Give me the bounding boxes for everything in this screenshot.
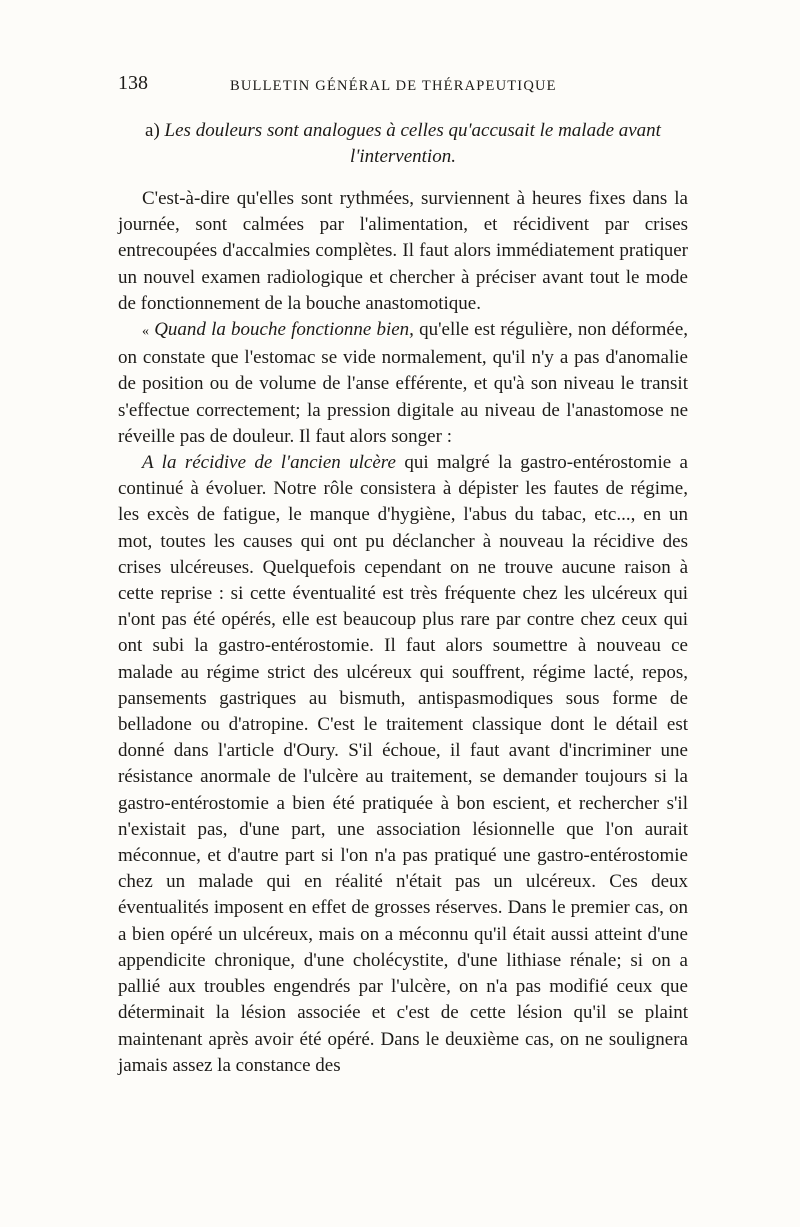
paragraph [118,450,688,1079]
paragraph [118,186,688,317]
paragraph-text: C'est-à-dire qu'elles sont rythmées, surviennent à heures fixes dans la journée, sont calmées par l'alimentation, et récidivent par crises entrecoupées d'accalmies complètes. Il faut alors immédiatement pratiquer un nouvel examen radiologique et chercher à préciser avant tout le mode de fonctionnement de la bouche anastomotique. [118,188,688,314]
page-number: 138 [118,72,148,94]
italic-lead: A la récidive de l'ancien ulcère [142,452,396,474]
page-header [118,72,688,102]
section-marker: a) [145,120,160,141]
paragraph-text: qui malgré la gastro-entérostomie a continué à évoluer. Notre rôle consistera à dépister les fautes de régime, les excès de fatigue, le manque d'hygiène, l'abus du tabac, etc..., en un mot, toutes les causes qui ont pu déclancher à nouveau la récidive des crises ulcéreuses. Quelquefois cependant on ne trouve aucune raison à cette reprise : si cette éventualité est très fréquente chez les ulcéreux qui n'ont pas été opérés, elle est beaucoup plus rare par contre chez ceux qui ont subi la gastro-entérostomie. Il faut alors soumettre à nouveau ce malade au régime strict des ulcéreux qui souffrent, régime lacté, repos, pansements gastriques au bismuth, antispasmodiques sous forme de belladone ou d'atropine. C'est le traitement classique dont le détail est donné dans l'article d'Oury. S'il échoue, il faut avant d'incriminer une résistance anormale de l'ulcère au traitement, se demander toujours si la gastro-entérostomie a bien été pratiquée à bon escient, et rechercher s'il n'existait pas, d'une part, une association lésionnelle que l'on aurait méconnue, et d'autre part si l'on n'a pas pratiqué une gastro-entérostomie chez un malade qui en réalité n'était pas un ulcéreux. Ces deux éventualités imposent en effet de grosses réserves. Dans le premier cas, on a bien opéré un ulcéreux, mais on a méconnu qu'il était aussi atteint d'une appendicite chronique, d'une cholécystite, d'une lithiase rénale; si on a pallié aux troubles engendrés par l'ulcère, on n'a pas modifié ceux que déterminait la lésion associée et c'est de cette lésion qu'il se plaint maintenant après avoir été opéré. Dans le deuxième cas, on ne soulignera jamais assez la constance des [118,452,688,1076]
italic-lead: Quand la bouche fonctionne bien, [154,319,414,341]
section-heading [118,118,688,170]
book-page [118,72,688,1079]
paragraph-text: qu'elle est régulière, non déformée, on constate que l'estomac se vide normalement, qu'il n'y a pas d'anomalie de position ou de volume de l'anse efférente, et qu'à son niveau le transit s'effectue correctement; la pression digitale au niveau de l'anastomose ne réveille pas de douleur. Il faut alors songer : [118,319,689,447]
paragraph [118,317,688,450]
quote-mark: « [142,324,149,340]
section-heading-text: Les douleurs sont analogues à celles qu'accusait le malade avant l'intervention. [164,120,661,167]
running-title: BULLETIN GÉNÉRAL DE THÉRAPEUTIQUE [230,78,557,94]
body-text [118,186,688,1079]
